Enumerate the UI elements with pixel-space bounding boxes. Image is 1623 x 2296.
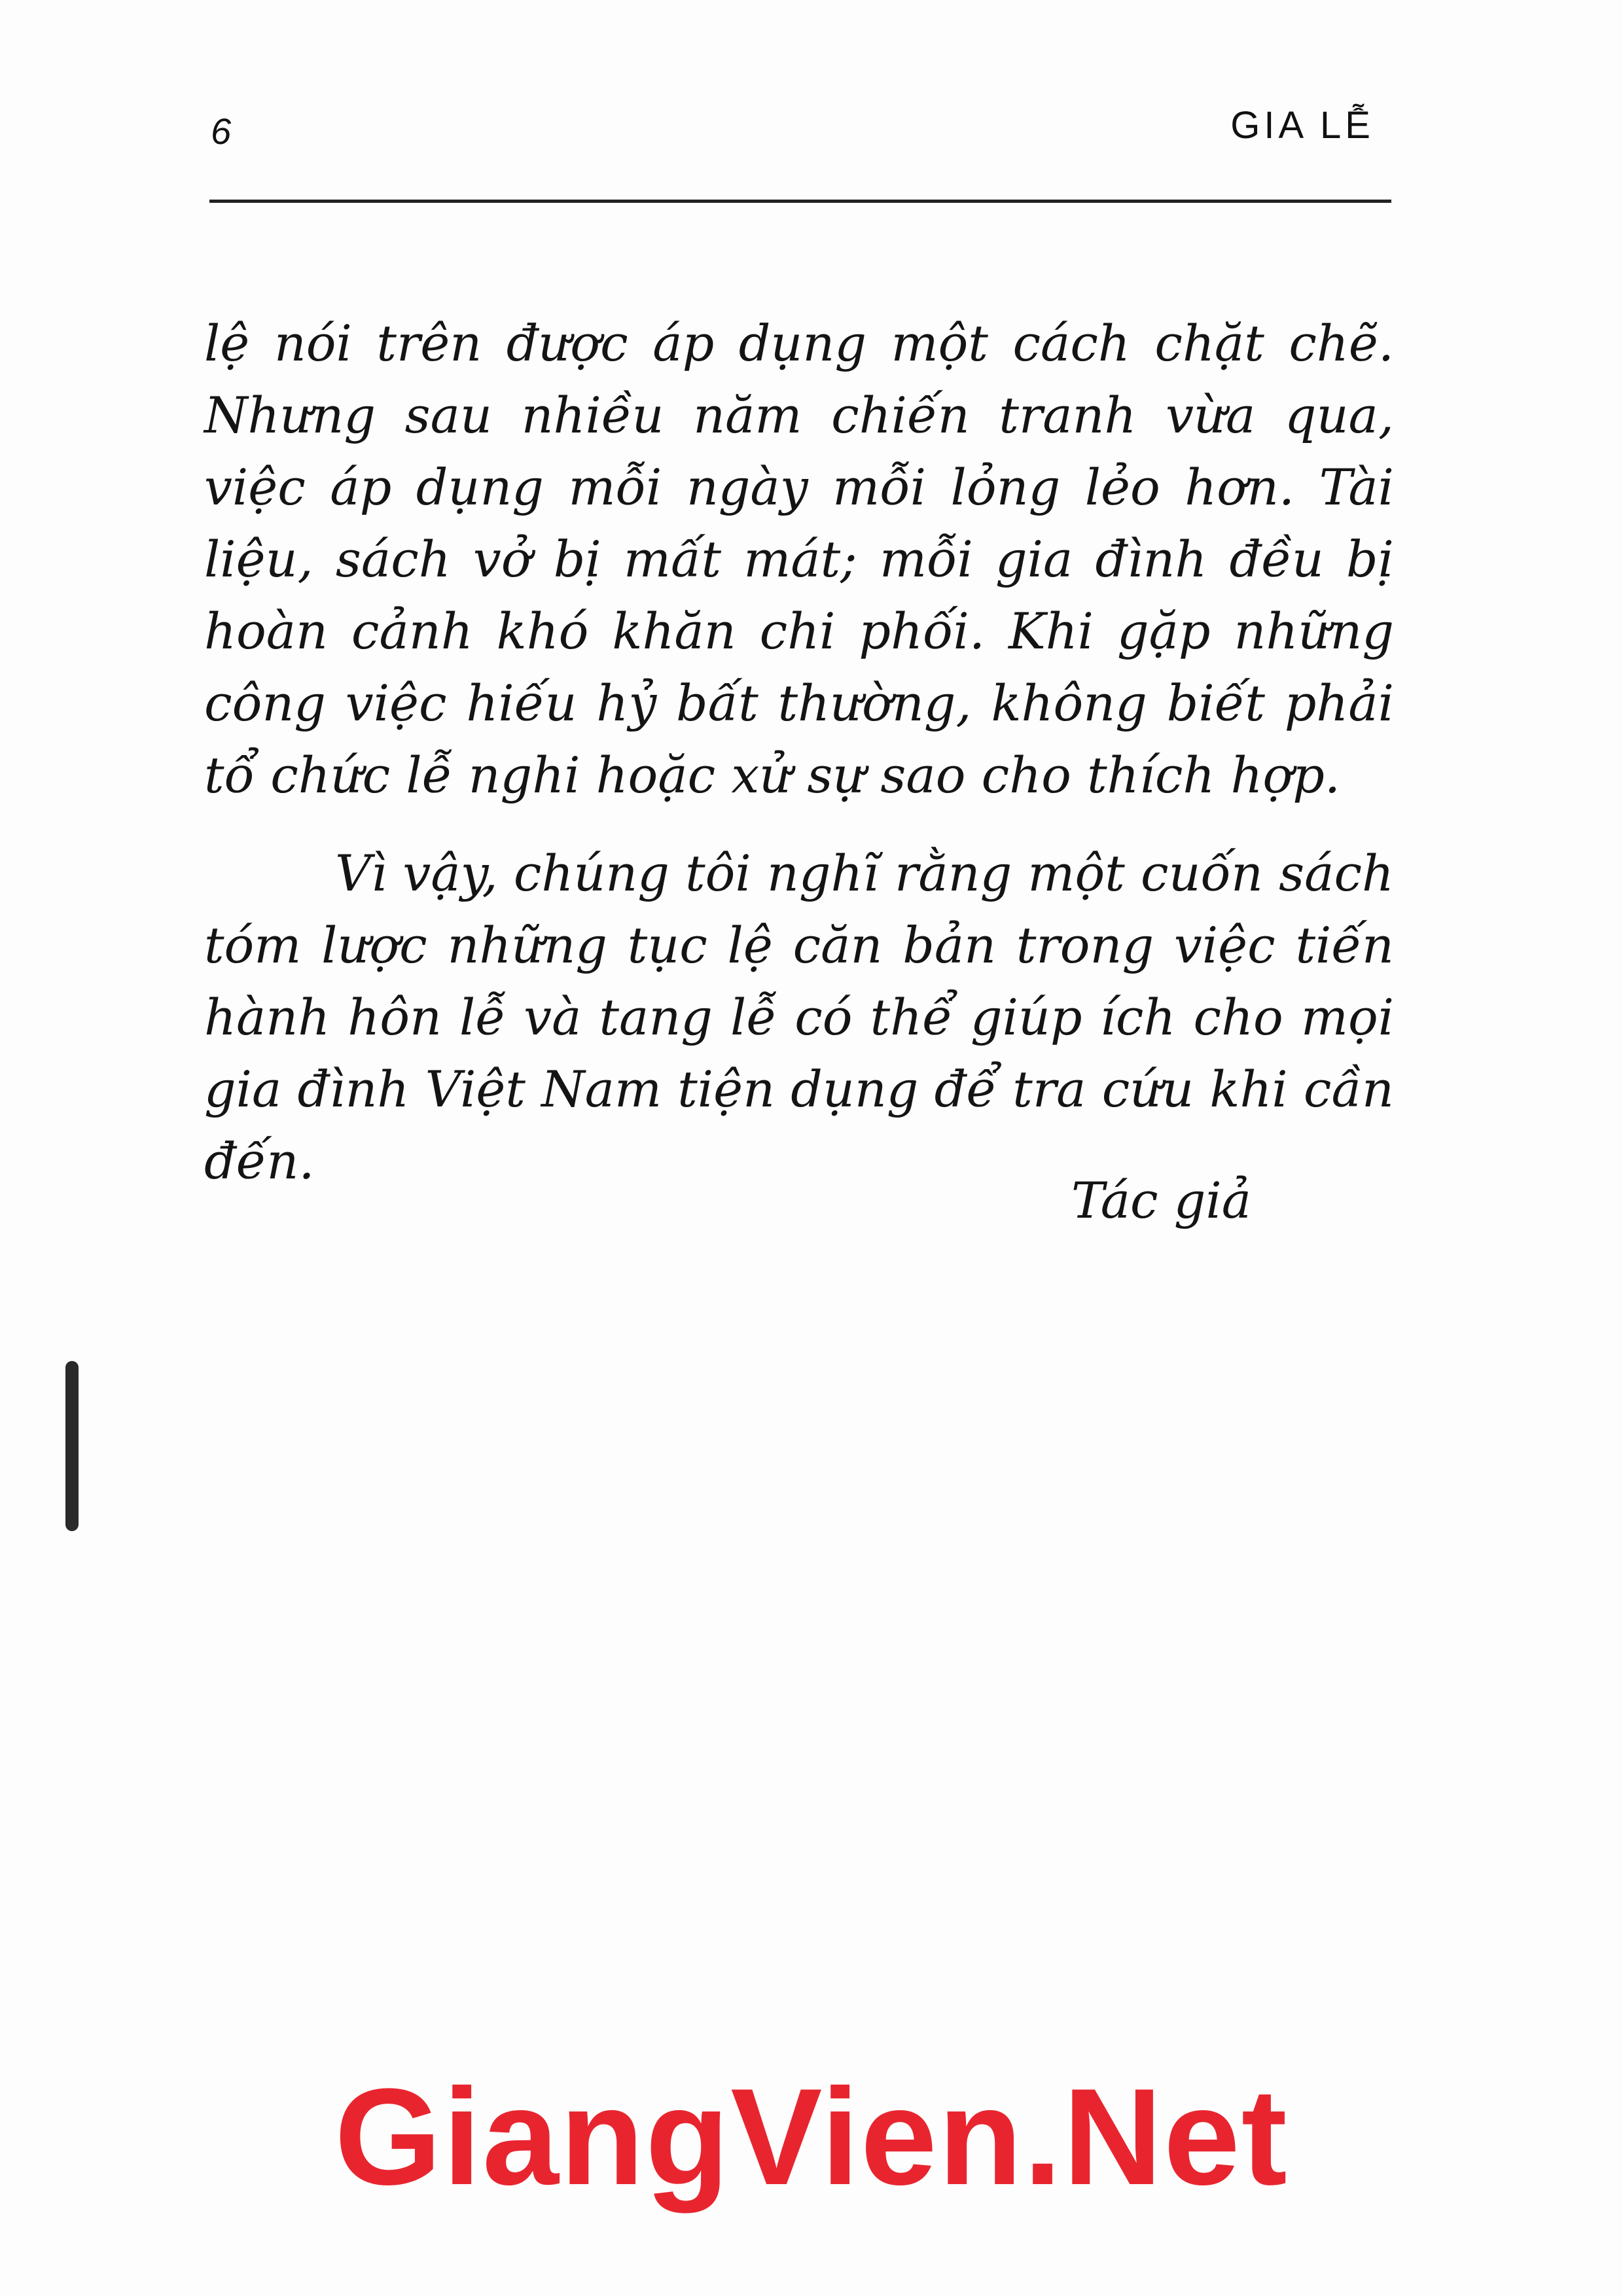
page-number: 6 [211,111,232,152]
watermark-logo: GiangVien.Net [334,2060,1289,2214]
paragraph-2: Vì vậy, chúng tôi nghĩ rằng một cuốn sách tóm lược những tục lệ căn bản trong việc tiến hành hôn lễ và tang lễ có thể giúp ích cho mọi gia đình Việt Nam tiện dụng để tra cứu khi cần đến. [204,844,1394,1190]
header-divider [209,200,1391,203]
paragraph-1: lệ nói trên được áp dụng một cách chặt chẽ. Nhưng sau nhiều năm chiến tranh vừa qua, việc áp dụng mỗi ngày mỗi lỏng lẻo hơn. Tài liệu, sách vở bị mất mát; mỗi gia đình đều bị hoàn cảnh khó khăn chi phối. Khi gặp những công việc hiếu hỷ bất thường, không biết phải tổ chức lễ nghi hoặc xử sự sao cho thích hợp. [204,314,1394,804]
author-signature: Tác giả [1071,1171,1251,1229]
running-title: GIA LỄ [1230,104,1374,147]
binding-edge-shadow [65,1361,79,1531]
body-text [204,308,1394,1197]
